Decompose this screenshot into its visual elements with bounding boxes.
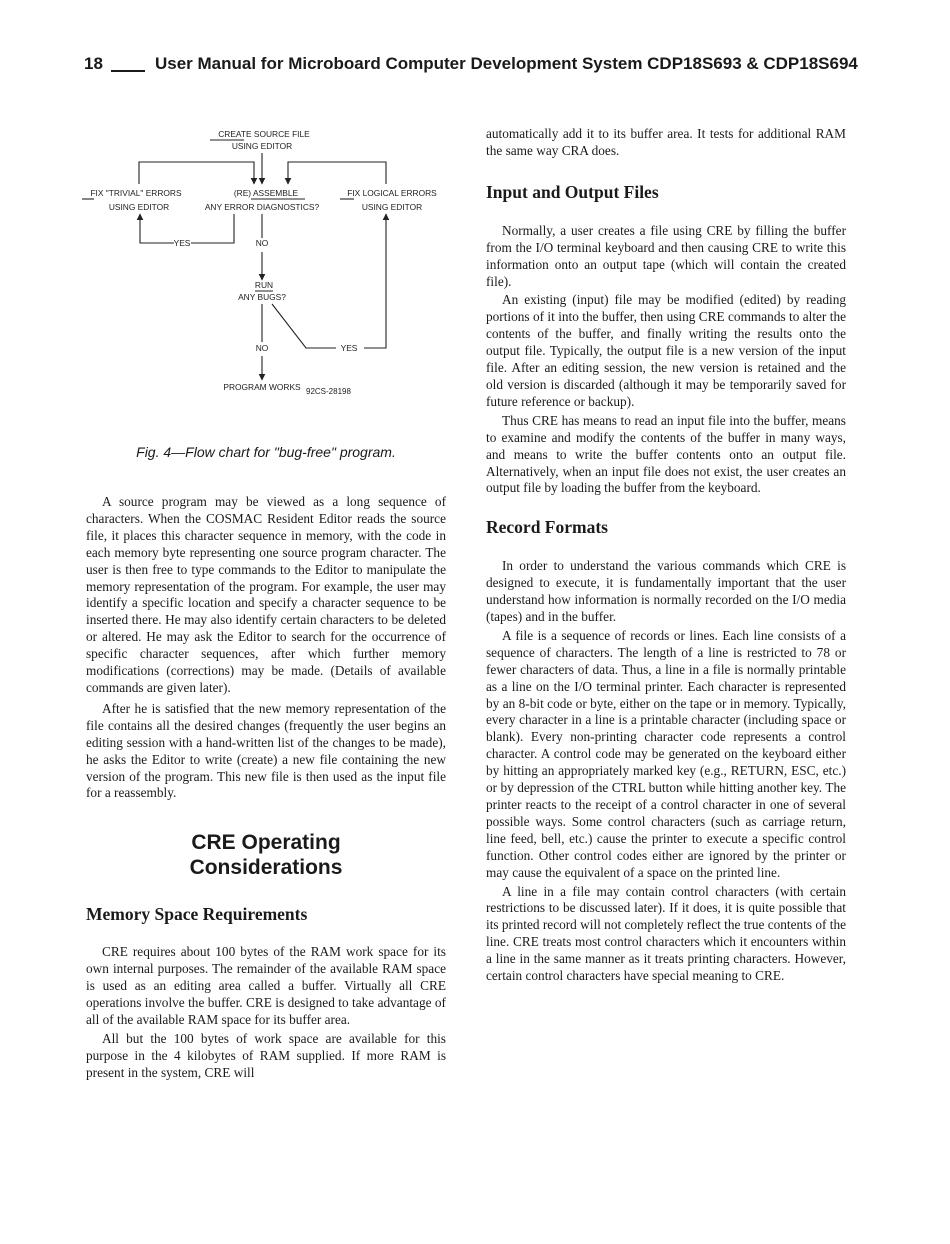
node-fix-logical: FIX LOGICAL ERRORS — [347, 188, 437, 198]
label-yes-2: YES — [340, 343, 358, 353]
node-create-sub: USING EDITOR — [231, 141, 293, 151]
left-paragraph-3: CRE requires about 100 bytes of the RAM work space for its own internal purposes. The remainder of the available RAM space is used as an editing area called a buffer. Virtually all CRE operations involve the buffer. CRE is designed to take advantage of all of the available RAM space for its buffer area. — [86, 944, 446, 1027]
node-create: CREATE SOURCE FILE — [218, 129, 310, 139]
figure-code: 92CS-28198 — [306, 387, 351, 396]
cre-heading-line-1: CRE Operating — [191, 831, 341, 855]
node-assemble-sub: ANY ERROR DIAGNOSTICS? — [204, 202, 320, 212]
right-paragraph-2: An existing (input) file may be modified (edited) by reading portions of it into the buffer, then using CRE commands to alter the contents of the buffer, and finally writing the results onto the output file. Typically, the output file is a new version of the input file. After an editing session, the new version is retained and the old version is discarded (although it may be temporarily saved for future reference or backup). — [486, 292, 846, 409]
page-header — [84, 54, 874, 80]
cre-heading-line-2: Considerations — [189, 856, 343, 880]
node-assemble: (RE) ASSEMBLE — [233, 188, 299, 198]
connector-yes-line-2 — [191, 214, 234, 243]
right-paragraph-0: automatically add it to its buffer area. It tests for additional RAM the same way CRA does. — [486, 126, 846, 158]
left-paragraph-1: A source program may be viewed as a long sequence of characters. When the COSMAC Resident Editor reads the source file, it places this character sequence in memory, with the code in each memory byte representing one source program character. The user is then free to type commands to the Editor to manipulate the memory representation of the program. For example, the user may identify a specific location and specify a character sequence to be inserted there. He may also identify certain characters to be deleted or altered. He may ask the Editor to search for the occurrence of specific character sequences, after which further memory modifications (corrections) may be made. (Details of available commands are given later). — [86, 494, 446, 695]
left-column — [86, 494, 446, 1082]
node-program-works: PROGRAM WORKS — [223, 382, 301, 392]
right-paragraph-1: Normally, a user creates a file using CRE by filling the buffer from the I/O terminal keyboard and then causing CRE to write this information onto an output tape (which will contain the created file). — [486, 222, 846, 289]
label-no-2: NO — [255, 343, 269, 353]
label-yes-1: YES — [173, 238, 191, 248]
figure-caption: Fig. 4—Flow chart for "bug-free" program. — [136, 444, 396, 460]
page-number: 18 — [84, 54, 103, 73]
io-heading: Input and Output Files — [486, 181, 659, 202]
left-paragraph-4: All but the 100 bytes of work space are available for this purpose in the 4 kilobytes of RAM supplied. If more RAM is present in the system, CRE will — [86, 1030, 446, 1080]
node-fix-trivial: FIX "TRIVIAL" ERRORS — [90, 188, 182, 198]
node-fix-logical-sub: USING EDITOR — [361, 202, 423, 212]
label-no-1: NO — [255, 238, 269, 248]
connector-trivial-to-assemble — [139, 162, 254, 184]
connector-yes-to-logical — [364, 214, 386, 348]
connector-yes-line-1 — [140, 226, 174, 243]
header-rule — [111, 70, 145, 72]
running-title: User Manual for Microboard Computer Development System CDP18S693 & CDP18S694 — [155, 54, 858, 73]
flowchart-figure — [74, 122, 454, 402]
right-paragraph-5: A file is a sequence of records or lines. Each line consists of a sequence of characters. The length of a line is restricted to 78 or fewer characters of data. Thus, a line in a file is normally printable as a line on the I/O terminal printer. Each character is represented by an 8-bit code or byte, either on the tape or in memory. Typically, every character in a line is a printable character (including space or blank). Every non-printing character code represents a control character. A control code may be generated on the keyboard either by hitting an appropriately marked key (e.g., RETURN, ESC, etc.) or by depression of the CTRL button while hitting another key. The printer reacts to the receipt of a control character in one of several possible ways. Some control characters (such as carriage return, line feed, bell, etc.) cause the printer to execute a specific control function. Other control codes either are ignored by the printer or may cause the equivalent of a space on the printed line. — [486, 627, 846, 880]
node-run-sub: ANY BUGS? — [238, 292, 286, 302]
left-paragraph-2: After he is satisfied that the new memory representation of the file contains all the desired changes (frequently the user begins an editing session with a hand-written list of the changes to be made), he asks the Editor to write (create) a new file containing the new version of the program. This new file is then used as the input file for a reassembly. — [86, 700, 446, 801]
node-fix-trivial-sub: USING EDITOR — [108, 202, 170, 212]
connector-logical-to-assemble — [288, 162, 386, 184]
memory-heading: Memory Space Requirements — [86, 904, 308, 925]
right-paragraph-4: In order to understand the various commands which CRE is designed to execute, it is fundamentally important that the user understand how information is normally recorded on the I/O media (tapes) and in the buffer. — [486, 558, 846, 625]
connector-yes-2-a — [272, 304, 336, 348]
right-paragraph-6: A line in a file may contain control characters (with certain restrictions to be discussed later). If it does, it is quite possible that its printed record will not completely reflect the true contents of the line. CRE treats most control characters which it encounters within a line in the same manner as it treats printing characters. However, certain control characters have special meaning to CRE. — [486, 883, 847, 984]
record-heading: Record Formats — [486, 517, 608, 538]
right-column — [486, 126, 846, 985]
node-run: RUN — [254, 280, 274, 290]
right-paragraph-3: Thus CRE has means to read an input file into the buffer, means to examine and modify the contents of the buffer in many ways, and means to write the buffer contents onto an output file. Alternatively, when an input file does not exist, the user creates an output file by loading the buffer from the keyboard. — [486, 412, 846, 496]
